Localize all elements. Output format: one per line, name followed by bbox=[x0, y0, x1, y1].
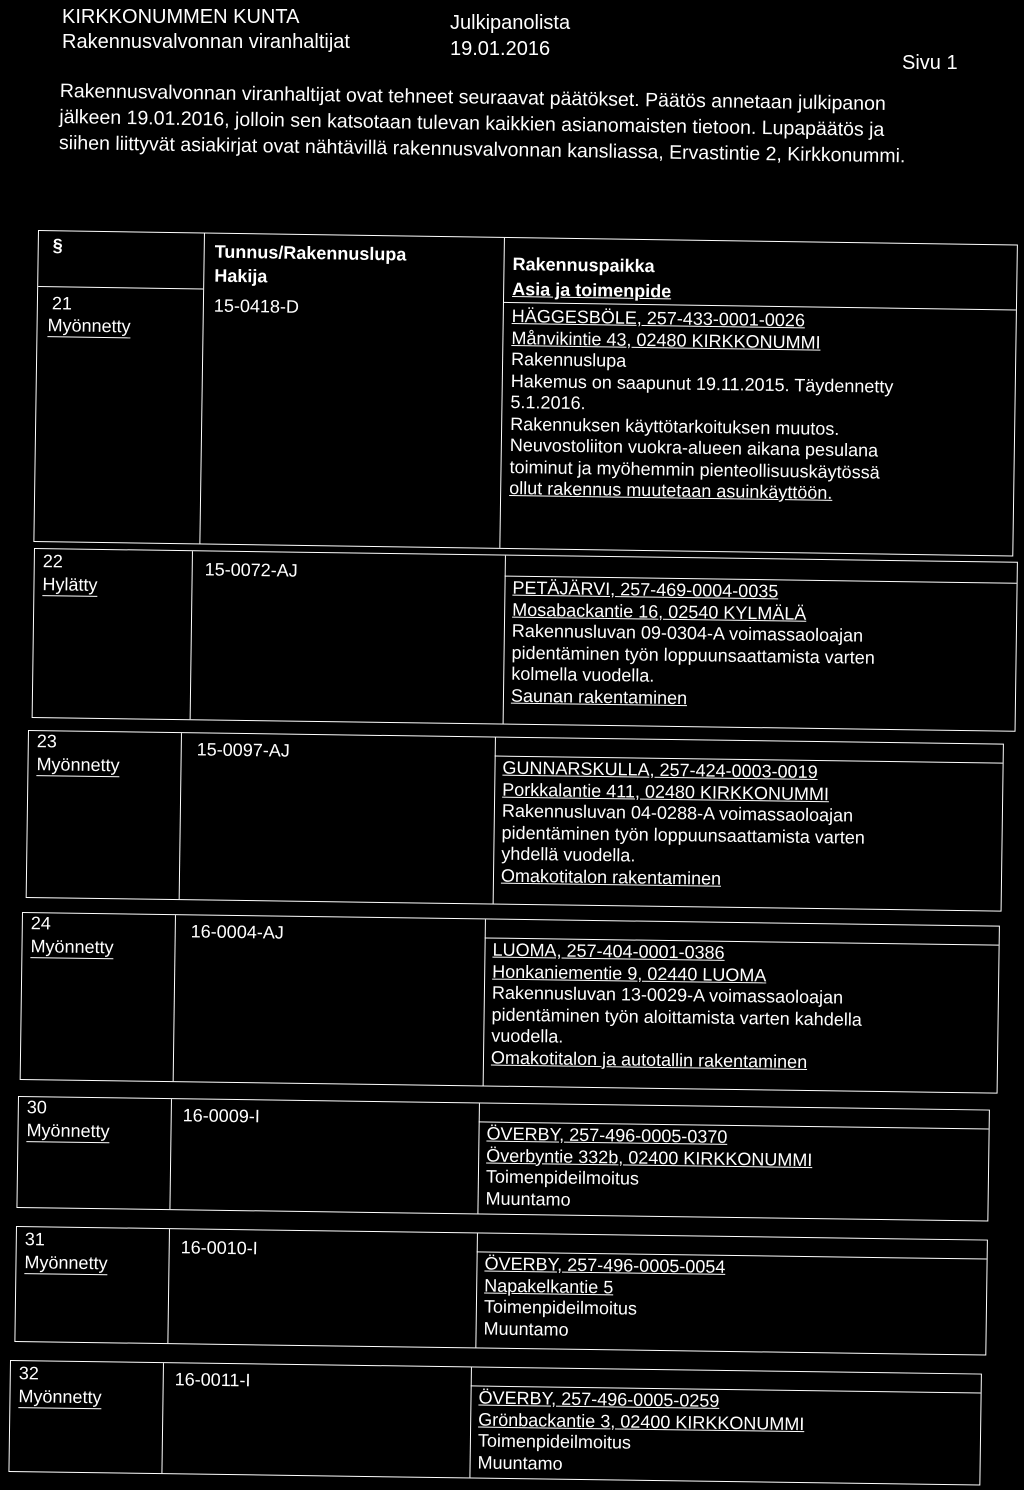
intro-line: Rakennusvalvonnan viranhaltijat ovat tehneet seuraavat päätökset. Päätös annetaan julkipanon bbox=[59, 79, 886, 115]
site-address: Honkaniementie 9, 02440 LUOMA bbox=[492, 961, 767, 985]
site-name: GUNNARSKULLA, 257-424-0003-0019 bbox=[502, 757, 818, 783]
site-name: ÖVERBY, 257-496-0005-0370 bbox=[486, 1123, 728, 1147]
entry-number: 32 bbox=[18, 1363, 39, 1384]
list-title: Julkipanolista bbox=[450, 12, 571, 34]
detail-line: ollut rakennus muutetaan asuinkäyttöön. bbox=[509, 478, 833, 503]
decision-status: Myönnetty bbox=[26, 1120, 110, 1142]
decision-status: Myönnetty bbox=[36, 754, 120, 776]
entry-number: 31 bbox=[24, 1229, 45, 1250]
page-number: Sivu 1 bbox=[902, 52, 958, 74]
decision-status: Myönnetty bbox=[47, 315, 131, 337]
site-address: Grönbackantie 3, 02400 KIRKKONUMMI bbox=[478, 1409, 805, 1434]
id-header: Tunnus/Rakennuslupa bbox=[214, 241, 407, 265]
site-name: PETÄJÄRVI, 257-469-0004-0035 bbox=[512, 577, 779, 602]
detail-line: pidentäminen työn loppuunsaattamista varten bbox=[501, 822, 865, 848]
permit-code: 16-0011-I bbox=[174, 1369, 251, 1391]
decision-entry bbox=[26, 730, 1004, 912]
entry-number: 21 bbox=[51, 293, 73, 314]
intro-line: siihen liittyvät asiakirjat ovat nähtävillä rakennusvalvonnan kansliassa, Ervastintie 2, Kirkkonummi. bbox=[58, 131, 906, 168]
detail-line: Muuntamo bbox=[485, 1188, 571, 1210]
detail-line: Rakennusluvan 09-0304-A voimassaoloajan bbox=[511, 620, 864, 646]
entry-details bbox=[491, 940, 863, 1074]
site-name: LUOMA, 257-404-0001-0386 bbox=[492, 939, 725, 963]
decision-entry bbox=[8, 1360, 981, 1486]
entry-details bbox=[485, 1124, 812, 1215]
permit-code: 15-0097-AJ bbox=[196, 739, 290, 761]
detail-line: pidentäminen työn aloittamista varten kahdella bbox=[491, 1004, 862, 1030]
detail-line: Rakennuksen käyttötarkoituksen muutos. bbox=[510, 413, 840, 439]
detail-line: Omakotitalon rakentaminen bbox=[500, 865, 722, 889]
site-address: Mosabackantie 16, 02540 KYLMÄLÄ bbox=[512, 599, 807, 624]
entry-details bbox=[483, 1254, 725, 1343]
decision-status: Myönnetty bbox=[18, 1386, 102, 1408]
decision-entry bbox=[32, 548, 1018, 732]
permit-code: 15-0072-AJ bbox=[204, 559, 298, 581]
permit-code: 16-0004-AJ bbox=[190, 921, 284, 943]
municipality-name: KIRKKONUMMEN KUNTA bbox=[62, 6, 300, 28]
detail-line: yhdellä vuodella. bbox=[501, 843, 636, 866]
detail-line: Rakennuslupa bbox=[510, 349, 627, 371]
detail-line: vuodella. bbox=[491, 1025, 564, 1047]
intro-paragraph bbox=[59, 78, 990, 171]
entry-number: 22 bbox=[42, 551, 63, 572]
section-header: § bbox=[52, 235, 63, 256]
site-address: Napakelkantie 5 bbox=[484, 1275, 614, 1297]
detail-line: Hakemus on saapunut 19.11.2015. Täydennetty bbox=[510, 370, 894, 397]
intro-line: jälkeen 19.01.2016, jolloin sen katsotaan tulevan kaikkien asianomaisten tietoon. Lupapäätös ja bbox=[59, 105, 885, 141]
detail-line: kolmella vuodella. bbox=[511, 663, 655, 686]
entry-details bbox=[477, 1388, 804, 1479]
detail-line: Rakennusluvan 04-0288-A voimassaoloajan bbox=[501, 800, 854, 826]
decision-entry bbox=[14, 1226, 988, 1356]
applicant-header: Hakija bbox=[214, 265, 268, 287]
entry-number: 24 bbox=[30, 913, 52, 934]
site-address: Porkkalantie 411, 02480 KIRKKONUMMI bbox=[502, 779, 830, 804]
detail-line: Toimenpideilmoitus bbox=[485, 1166, 640, 1189]
entry-details bbox=[509, 306, 894, 505]
action-header: Asia ja toimenpide bbox=[512, 279, 672, 302]
detail-line: Saunan rakentaminen bbox=[510, 685, 688, 708]
site-name: ÖVERBY, 257-496-0005-0259 bbox=[478, 1387, 720, 1411]
site-name: HÄGGESBÖLE, 257-433-0001-0026 bbox=[511, 306, 806, 331]
entry-number: 23 bbox=[36, 731, 58, 752]
entry-details bbox=[501, 758, 866, 892]
permit-code: 16-0009-I bbox=[182, 1105, 260, 1127]
detail-line: pidentäminen työn loppuunsaattamista varten bbox=[511, 642, 875, 668]
permit-code: 16-0010-I bbox=[180, 1237, 258, 1259]
list-date: 19.01.2016 bbox=[450, 38, 551, 60]
decision-status: Myönnetty bbox=[30, 936, 114, 958]
site-address: Månvikintie 43, 02480 KIRKKONUMMI bbox=[511, 327, 821, 353]
detail-line: 5.1.2016. bbox=[510, 392, 586, 414]
site-address: Överbyntie 332b, 02400 KIRKKONUMMI bbox=[486, 1145, 813, 1170]
permit-code: 15-0418-D bbox=[213, 295, 300, 317]
site-header: Rakennuspaikka bbox=[512, 254, 655, 277]
detail-line: Toimenpideilmoitus bbox=[483, 1296, 638, 1319]
entry-details bbox=[511, 578, 876, 712]
decision-entry bbox=[20, 912, 1000, 1094]
entry-number: 30 bbox=[26, 1097, 48, 1118]
detail-line: Toimenpideilmoitus bbox=[477, 1430, 632, 1453]
decision-entry bbox=[33, 230, 1018, 557]
detail-line: Rakennusluvan 13-0029-A voimassaoloajan bbox=[491, 982, 844, 1008]
department-name: Rakennusvalvonnan viranhaltijat bbox=[62, 31, 350, 53]
decision-status: Hylätty bbox=[42, 574, 98, 595]
decision-entry bbox=[16, 1096, 989, 1222]
detail-line: Muuntamo bbox=[483, 1318, 569, 1340]
detail-line: toiminut ja myöhemmin pienteollisuuskäytössä bbox=[509, 456, 880, 483]
site-name: ÖVERBY, 257-496-0005-0054 bbox=[484, 1253, 726, 1277]
decision-status: Myönnetty bbox=[24, 1252, 108, 1274]
detail-line: Omakotitalon ja autotallin rakentaminen bbox=[490, 1047, 808, 1072]
detail-line: Muuntamo bbox=[477, 1452, 563, 1474]
detail-line: Neuvostoliiton vuokra-alueen aikana pesulana bbox=[509, 435, 879, 461]
